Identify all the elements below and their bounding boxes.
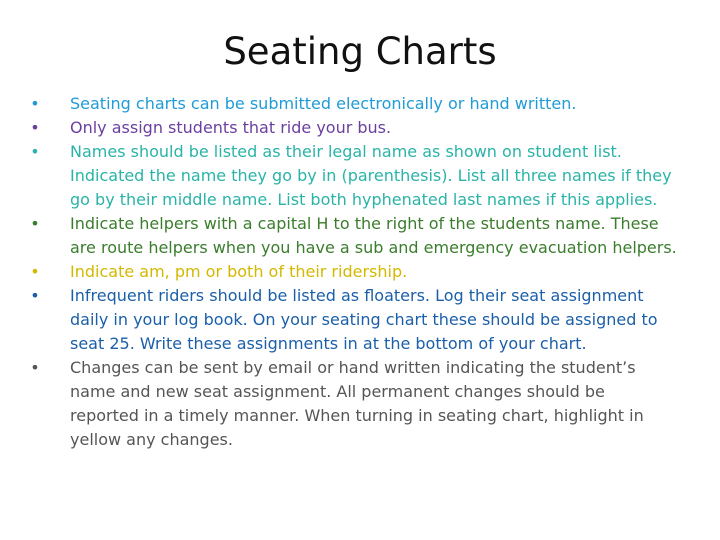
bullet-icon: • — [30, 286, 40, 305]
bullet-item-3 — [28, 140, 688, 212]
bullet-text: Indicate helpers with a capital H to the right of the students name. These are route helpers when you have a sub and emergency evacuation helpers. — [70, 214, 677, 257]
bullet-icon: • — [30, 262, 40, 281]
bullet-icon: • — [30, 142, 40, 161]
bullet-item-6 — [28, 284, 688, 356]
bullet-icon: • — [30, 358, 40, 377]
bullet-text: Seating charts can be submitted electronically or hand written. — [70, 94, 577, 113]
bullet-item-2 — [28, 116, 688, 140]
bullet-item-4 — [28, 212, 688, 260]
bullet-text: Indicate am, pm or both of their ridership. — [70, 262, 408, 281]
bullet-item-7 — [28, 356, 688, 452]
bullet-list — [28, 92, 688, 452]
slide-title: Seating Charts — [223, 30, 497, 73]
bullet-item-1 — [28, 92, 688, 116]
bullet-text: Only assign students that ride your bus. — [70, 118, 392, 137]
bullet-icon: • — [30, 214, 40, 233]
bullet-text: Names should be listed as their legal name as shown on student list. Indicated the name they go by in (parenthesis). List all three names if they go by their middle name. List both hyphenated last names if this applies. — [70, 142, 672, 209]
bullet-text: Infrequent riders should be listed as floaters. Log their seat assignment daily in your log book. On your seating chart these should be assigned to seat 25. Write these assignments in at the bottom of your chart. — [70, 286, 658, 353]
bullet-icon: • — [30, 94, 40, 113]
bullet-item-5 — [28, 260, 688, 284]
bullet-icon: • — [30, 118, 40, 137]
bullet-text: Changes can be sent by email or hand written indicating the student’s name and new seat assignment. All permanent changes should be reported in a timely manner. When turning in seating chart, highlight in yellow any changes. — [70, 358, 644, 449]
